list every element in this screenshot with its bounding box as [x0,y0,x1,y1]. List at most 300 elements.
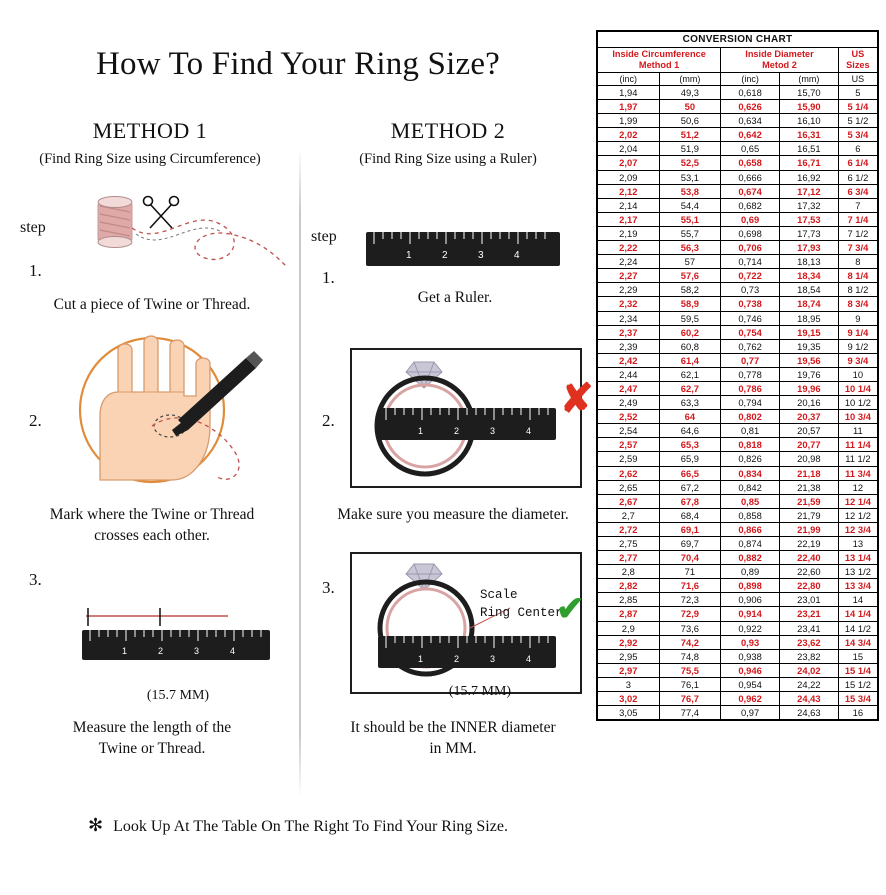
table-cell-4: 12 1/4 [838,494,877,508]
table-cell-2: 0,666 [721,170,780,184]
table-row [598,579,878,593]
table-cell-2: 0,914 [721,607,780,621]
table-cell-4: 11 1/4 [838,438,877,452]
table-cell-4: 15 1/4 [838,663,877,677]
table-cell-0: 1,94 [598,86,660,100]
table-row [598,100,878,114]
table-cell-3: 20,77 [779,438,838,452]
table-cell-4: 7 1/4 [838,212,877,226]
group-sub-2: Metod 2 [762,60,797,70]
table-cell-4: 10 [838,367,877,381]
table-cell-0: 2,24 [598,255,660,269]
table-cell-0: 2,02 [598,128,660,142]
table-cell-3: 19,56 [779,353,838,367]
method-2-measure-label: (15.7 MM) [448,684,512,699]
table-row [598,339,878,353]
table-cell-1: 53,1 [659,170,721,184]
table-cell-4: 9 [838,311,877,325]
method-1-step-2-caption: Mark where the Twine or Thread crosses each other. [49,506,255,544]
method-1-column [2,118,298,168]
unit-4: US [838,73,877,86]
method-2-subheading: (Find Ring Size using a Ruler) [359,151,537,167]
table-row [598,156,878,170]
table-cell-4: 9 3/4 [838,353,877,367]
table-cell-1: 71 [659,565,721,579]
table-cell-2: 0,89 [721,565,780,579]
table-cell-3: 23,41 [779,621,838,635]
table-row [598,410,878,424]
table-cell-4: 5 1/4 [838,100,877,114]
table-cell-0: 2,22 [598,241,660,255]
table-cell-0: 2,44 [598,367,660,381]
table-cell-0: 2,82 [598,579,660,593]
method-2-column [300,118,596,168]
table-row [598,677,878,691]
table-row [598,198,878,212]
table-cell-0: 2,29 [598,283,660,297]
table-cell-3: 23,01 [779,593,838,607]
table-cell-2: 0,842 [721,480,780,494]
table-cell-2: 0,762 [721,339,780,353]
table-cell-0: 3,05 [598,706,660,720]
table-cell-3: 20,16 [779,396,838,410]
table-row [598,128,878,142]
table-cell-1: 60,2 [659,325,721,339]
group-label-1: Inside Circumference [612,49,706,59]
table-cell-4: 6 [838,142,877,156]
table-cell-4: 13 1/2 [838,565,877,579]
table-title-row [598,32,878,48]
table-cell-2: 0,698 [721,226,780,240]
table-row [598,621,878,635]
table-cell-4: 9 1/2 [838,339,877,353]
table-cell-1: 77,4 [659,706,721,720]
table-cell-4: 7 3/4 [838,241,877,255]
table-row [598,283,878,297]
table-cell-0: 2,54 [598,424,660,438]
table-cell-3: 19,15 [779,325,838,339]
table-cell-4: 10 1/4 [838,381,877,395]
table-row [598,706,878,720]
table-cell-2: 0,69 [721,212,780,226]
table-cell-1: 62,7 [659,381,721,395]
group-header-us-sizes: US Sizes [838,48,877,73]
table-cell-1: 74,8 [659,649,721,663]
unit-1: (mm) [659,73,721,86]
table-cell-0: 3 [598,677,660,691]
svg-text:1: 1 [418,654,424,664]
method-2-step-2-number: 2. [322,411,335,430]
table-cell-1: 54,4 [659,198,721,212]
table-cell-2: 0,738 [721,297,780,311]
table-row [598,551,878,565]
table-cell-3: 22,60 [779,565,838,579]
table-row [598,424,878,438]
table-cell-1: 66,5 [659,466,721,480]
table-units-row [598,73,878,86]
table-cell-3: 24,43 [779,692,838,706]
table-cell-3: 16,10 [779,114,838,128]
method-1-step-2-number: 2. [29,411,42,430]
table-cell-0: 2,87 [598,607,660,621]
table-cell-4: 8 3/4 [838,297,877,311]
twine-spool-illustration [80,188,295,278]
table-cell-0: 2,59 [598,452,660,466]
table-cell-0: 2,62 [598,466,660,480]
table-cell-2: 0,634 [721,114,780,128]
table-cell-2: 0,826 [721,452,780,466]
method-1-step-3-number: 3. [29,570,42,589]
method-2-step-2-caption: Make sure you measure the diameter. [337,506,569,523]
method-1-step-1-caption: Cut a piece of Twine or Thread. [53,296,251,313]
table-cell-4: 6 1/2 [838,170,877,184]
table-cell-4: 5 [838,86,877,100]
table-row [598,649,878,663]
table-cell-4: 14 1/4 [838,607,877,621]
unit-0: (inc) [598,73,660,86]
table-cell-4: 9 1/4 [838,325,877,339]
table-cell-1: 60,8 [659,339,721,353]
correct-mark-icon: ✔ [556,590,585,628]
table-cell-0: 2,8 [598,565,660,579]
table-cell-2: 0,922 [721,621,780,635]
table-row [598,86,878,100]
table-cell-2: 0,786 [721,381,780,395]
column-divider [299,148,301,798]
table-row [598,438,878,452]
table-cell-2: 0,722 [721,269,780,283]
hand-thread-illustration [60,330,290,495]
table-cell-2: 0,954 [721,677,780,691]
table-row [598,663,878,677]
table-cell-1: 65,9 [659,452,721,466]
wrong-mark-icon: ✘ [560,377,594,421]
page-title: How To Find Your Ring Size? [95,46,501,82]
table-row [598,226,878,240]
method-2-step-1-caption: Get a Ruler. [417,289,493,306]
table-cell-0: 2,77 [598,551,660,565]
method-1-heading: METHOD 1 [92,118,208,143]
table-title: CONVERSION CHART [598,32,878,48]
method-2-step-1-number: 1. [322,268,335,287]
table-row [598,396,878,410]
table-row [598,212,878,226]
table-cell-3: 23,62 [779,635,838,649]
table-cell-1: 62,1 [659,367,721,381]
ring-diameter-wrong-illustration [350,348,582,488]
table-cell-4: 8 1/4 [838,269,877,283]
svg-text:1: 1 [122,646,128,656]
table-row [598,142,878,156]
table-cell-0: 2,7 [598,508,660,522]
table-cell-3: 22,19 [779,537,838,551]
table-cell-3: 22,80 [779,579,838,593]
table-cell-2: 0,97 [721,706,780,720]
table-cell-1: 71,6 [659,579,721,593]
method-2-step-word: step [311,228,337,245]
table-cell-0: 2,17 [598,212,660,226]
table-cell-0: 2,09 [598,170,660,184]
table-cell-0: 2,67 [598,494,660,508]
table-cell-2: 0,618 [721,86,780,100]
unit-3: (mm) [779,73,838,86]
table-cell-4: 11 [838,424,877,438]
table-cell-2: 0,938 [721,649,780,663]
table-cell-2: 0,706 [721,241,780,255]
table-cell-0: 1,99 [598,114,660,128]
table-row [598,537,878,551]
table-cell-4: 6 1/4 [838,156,877,170]
method-1-step-1-number: 1. [29,261,42,280]
table-cell-3: 22,40 [779,551,838,565]
table-row [598,241,878,255]
method-1-step-word: step [20,219,46,236]
table-cell-3: 18,74 [779,297,838,311]
table-cell-1: 65,3 [659,438,721,452]
table-cell-4: 15 [838,649,877,663]
table-row [598,325,878,339]
table-cell-0: 2,42 [598,353,660,367]
method-2-step-3-number: 3. [322,578,335,597]
table-cell-4: 7 1/2 [838,226,877,240]
table-cell-3: 17,93 [779,241,838,255]
ring-inner-diameter-illustration [350,552,582,694]
table-cell-0: 2,12 [598,184,660,198]
table-cell-0: 2,27 [598,269,660,283]
table-cell-1: 50 [659,100,721,114]
method-2-step-3-caption: It should be the INNER diameter in MM. [350,719,556,757]
table-row [598,367,878,381]
table-cell-2: 0,626 [721,100,780,114]
table-cell-1: 51,2 [659,128,721,142]
table-cell-3: 16,31 [779,128,838,142]
table-cell-3: 24,63 [779,706,838,720]
svg-text:4: 4 [526,426,532,436]
table-cell-2: 0,674 [721,184,780,198]
method-1-step-3-caption: Measure the length of the Twine or Thread. [72,719,232,757]
table-cell-1: 49,3 [659,86,721,100]
table-cell-0: 2,97 [598,663,660,677]
table-cell-1: 58,9 [659,297,721,311]
svg-text:3: 3 [478,250,484,261]
table-cell-3: 21,59 [779,494,838,508]
table-row [598,269,878,283]
table-cell-1: 76,1 [659,677,721,691]
table-cell-2: 0,906 [721,593,780,607]
table-row [598,607,878,621]
table-cell-1: 68,4 [659,508,721,522]
table-cell-1: 53,8 [659,184,721,198]
svg-text:3: 3 [490,426,496,436]
table-cell-3: 21,79 [779,508,838,522]
table-cell-4: 16 [838,706,877,720]
table-cell-4: 12 [838,480,877,494]
svg-text:3: 3 [194,646,200,656]
table-cell-0: 2,95 [598,649,660,663]
table-cell-3: 23,21 [779,607,838,621]
table-cell-3: 20,98 [779,452,838,466]
table-cell-0: 2,9 [598,621,660,635]
table-cell-2: 0,794 [721,396,780,410]
svg-text:2: 2 [454,654,460,664]
table-cell-0: 2,39 [598,339,660,353]
table-cell-1: 51,9 [659,142,721,156]
table-cell-1: 58,2 [659,283,721,297]
method-1-subheading: (Find Ring Size using Circumference) [39,151,261,167]
table-cell-2: 0,682 [721,198,780,212]
table-cell-2: 0,642 [721,128,780,142]
table-cell-4: 8 [838,255,877,269]
table-row [598,565,878,579]
table-cell-3: 21,99 [779,522,838,536]
measure-thread-illustration [78,600,278,675]
table-row [598,255,878,269]
table-row [598,508,878,522]
svg-text:1: 1 [406,250,412,261]
table-cell-3: 18,95 [779,311,838,325]
table-cell-3: 24,22 [779,677,838,691]
table-cell-3: 17,12 [779,184,838,198]
table-cell-3: 19,35 [779,339,838,353]
table-cell-1: 55,1 [659,212,721,226]
table-cell-4: 10 1/2 [838,396,877,410]
ruler-illustration [366,228,566,274]
table-cell-1: 52,5 [659,156,721,170]
table-cell-3: 17,53 [779,212,838,226]
table-cell-0: 2,52 [598,410,660,424]
table-cell-3: 19,76 [779,367,838,381]
footnote [0,815,596,836]
table-cell-0: 2,07 [598,156,660,170]
table-cell-4: 8 1/2 [838,283,877,297]
table-cell-1: 67,2 [659,480,721,494]
table-cell-0: 2,57 [598,438,660,452]
table-cell-2: 0,778 [721,367,780,381]
footnote-text: Look Up At The Table On The Right To Find Your Ring Size. [113,818,508,835]
table-cell-2: 0,81 [721,424,780,438]
svg-text:4: 4 [526,654,532,664]
table-cell-0: 2,75 [598,537,660,551]
table-cell-1: 74,2 [659,635,721,649]
table-cell-0: 2,92 [598,635,660,649]
table-cell-2: 0,754 [721,325,780,339]
svg-text:2: 2 [442,250,448,261]
table-cell-2: 0,714 [721,255,780,269]
table-cell-4: 12 1/2 [838,508,877,522]
svg-text:2: 2 [454,426,460,436]
table-cell-4: 14 [838,593,877,607]
table-cell-3: 16,92 [779,170,838,184]
table-cell-4: 15 1/2 [838,677,877,691]
table-cell-4: 13 3/4 [838,579,877,593]
table-row [598,635,878,649]
table-cell-4: 13 1/4 [838,551,877,565]
table-cell-2: 0,898 [721,579,780,593]
table-cell-0: 2,37 [598,325,660,339]
table-cell-1: 76,7 [659,692,721,706]
table-cell-2: 0,858 [721,508,780,522]
table-cell-4: 11 3/4 [838,466,877,480]
table-cell-4: 7 [838,198,877,212]
table-row [598,297,878,311]
table-row [598,381,878,395]
table-cell-1: 55,7 [659,226,721,240]
table-cell-4: 5 1/2 [838,114,877,128]
table-cell-1: 64,6 [659,424,721,438]
table-cell-1: 75,5 [659,663,721,677]
table-cell-1: 61,4 [659,353,721,367]
table-cell-0: 2,47 [598,381,660,395]
table-cell-4: 6 3/4 [838,184,877,198]
table-row [598,494,878,508]
table-cell-3: 16,51 [779,142,838,156]
conversion-chart [596,30,879,721]
table-cell-2: 0,818 [721,438,780,452]
table-cell-2: 0,834 [721,466,780,480]
group-header-diameter [721,48,839,73]
table-cell-3: 15,90 [779,100,838,114]
table-cell-0: 2,04 [598,142,660,156]
table-cell-3: 19,96 [779,381,838,395]
scale-ring-center-label: Scale Ring Center [480,588,563,621]
table-row [598,311,878,325]
table-cell-3: 15,70 [779,86,838,100]
table-cell-3: 16,71 [779,156,838,170]
table-cell-0: 2,14 [598,198,660,212]
table-cell-0: 2,19 [598,226,660,240]
conversion-table [597,31,878,720]
table-cell-1: 67,8 [659,494,721,508]
table-cell-1: 70,4 [659,551,721,565]
asterisk-icon: ✻ [88,815,104,835]
table-cell-3: 21,18 [779,466,838,480]
unit-2: (inc) [721,73,780,86]
table-cell-2: 0,874 [721,537,780,551]
table-row [598,452,878,466]
table-cell-4: 14 1/2 [838,621,877,635]
table-row [598,692,878,706]
table-cell-1: 56,3 [659,241,721,255]
method-2-heading: METHOD 2 [390,118,506,143]
table-cell-2: 0,802 [721,410,780,424]
group-sub-1: Method 1 [638,60,680,70]
table-cell-2: 0,946 [721,663,780,677]
svg-text:2: 2 [158,646,164,656]
table-cell-3: 18,13 [779,255,838,269]
table-cell-0: 2,32 [598,297,660,311]
table-cell-4: 14 3/4 [838,635,877,649]
table-cell-3: 21,38 [779,480,838,494]
table-row [598,184,878,198]
table-row [598,353,878,367]
table-row [598,522,878,536]
table-cell-0: 2,34 [598,311,660,325]
table-row [598,593,878,607]
table-cell-3: 20,37 [779,410,838,424]
table-cell-3: 18,34 [779,269,838,283]
table-row [598,170,878,184]
table-cell-0: 1,97 [598,100,660,114]
table-cell-2: 0,882 [721,551,780,565]
table-cell-0: 2,49 [598,396,660,410]
table-cell-1: 72,9 [659,607,721,621]
table-cell-4: 13 [838,537,877,551]
table-cell-4: 10 3/4 [838,410,877,424]
table-row [598,466,878,480]
table-cell-1: 57 [659,255,721,269]
table-cell-1: 59,5 [659,311,721,325]
table-cell-2: 0,746 [721,311,780,325]
